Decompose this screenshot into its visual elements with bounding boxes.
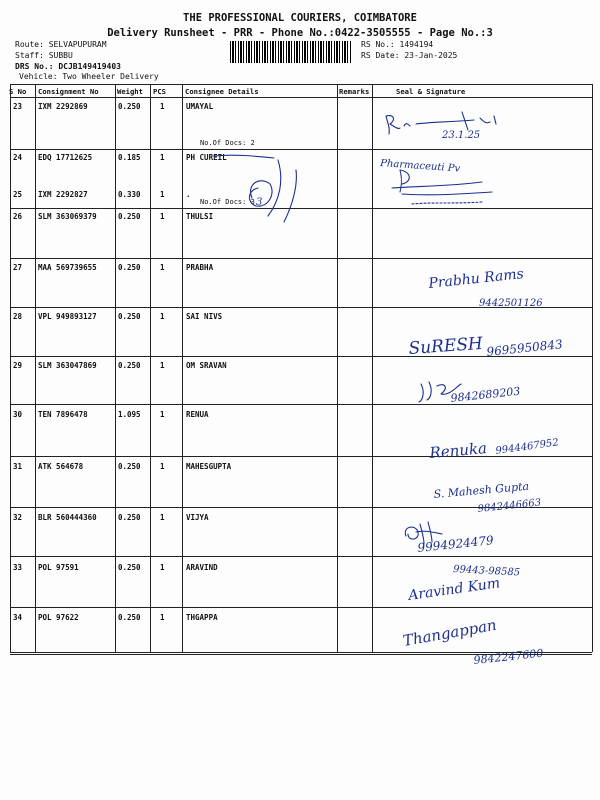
sig23-date: 23.1.25 [442, 130, 481, 141]
cell-weight: 0.250 [118, 361, 141, 370]
cell-weight: 0.250 [118, 312, 141, 321]
column-divider [115, 84, 116, 652]
signature-row-31 [430, 474, 600, 518]
cell-pcs: 1 [160, 190, 165, 199]
cell-weight: 0.250 [118, 212, 141, 221]
signature-row-29 [415, 372, 585, 412]
cell-pcs: 1 [160, 513, 165, 522]
cell-sno: 31 [13, 462, 23, 471]
cell-weight: 0.250 [118, 513, 141, 522]
column-divider [337, 84, 338, 652]
cell-consignment: TEN 7896478 [38, 410, 88, 419]
cell-consignment: MAA 569739655 [38, 263, 97, 272]
cell-consignment: BLR 560444360 [38, 513, 97, 522]
docs-count-handwritten: 3 [256, 197, 263, 208]
handwritten-scribble-row-24 [184, 150, 324, 230]
cell-pcs: 1 [160, 613, 165, 622]
cell-consignee: THGAPPA [186, 613, 218, 622]
cell-weight: 0.250 [118, 613, 141, 622]
sig32-phone: 9994924479 [416, 533, 495, 555]
col-sno: S No [9, 87, 27, 96]
cell-consignee: MAHESGUPTA [186, 462, 232, 471]
cell-consignee: THULSI [186, 212, 214, 221]
stamp-row-24 [372, 152, 512, 212]
stamp24-text: Pharmaceuti Pv [379, 158, 461, 175]
vehicle-label: Vehicle: Two Wheeler Delivery [19, 72, 159, 81]
col-consignee: Consignee Details [185, 87, 259, 96]
col-remarks: Remarks [339, 87, 370, 96]
cell-pcs: 1 [160, 361, 165, 370]
cell-sno: 29 [13, 361, 23, 370]
cell-consignment: POL 97622 [38, 613, 79, 622]
cell-sno: 33 [13, 563, 23, 572]
cell-consignment: EDQ 17712625 [38, 153, 93, 162]
cell-sno: 30 [13, 410, 23, 419]
cell-sno: 25 [13, 190, 23, 199]
runsheet-subtitle: Delivery Runsheet - PRR - Phone No.:0422-3505555 - Page No.:3 [107, 27, 493, 39]
sig27-phone: 9442501126 [479, 298, 543, 309]
column-divider [35, 84, 36, 652]
cell-consignee: UMAYAL [186, 102, 214, 111]
cell-sno: 32 [13, 513, 23, 522]
signature-row-34 [398, 612, 588, 672]
cell-pcs: 1 [160, 563, 165, 572]
row-divider [10, 258, 592, 259]
sig34-phone: 9842247600 [472, 646, 544, 667]
cell-consignee: ARAVIND [186, 563, 218, 572]
column-divider [10, 84, 11, 652]
signature-row-32 [398, 518, 558, 560]
cell-weight: 0.250 [118, 263, 141, 272]
drs-number: DRS No.: DCJB149419403 [15, 62, 121, 71]
cell-consignee: VIJYA [186, 513, 209, 522]
cell-pcs: 1 [160, 212, 165, 221]
sig31-phone: 9842446663 [477, 497, 542, 515]
rs-date: RS Date: 23-Jan-2025 [361, 51, 458, 60]
cell-weight: 0.250 [118, 462, 141, 471]
sig29-phone: 9842689203 [449, 384, 521, 405]
cell-weight: 1.095 [118, 410, 141, 419]
cell-pcs: 1 [160, 462, 165, 471]
cell-consignee: OM SRAVAN [186, 361, 227, 370]
sig31-name: S. Mahesh Gupta [433, 479, 530, 501]
signature-row-23 [380, 108, 510, 144]
cell-weight: 0.330 [118, 190, 141, 199]
col-consignment: Consignment No [38, 87, 99, 96]
column-divider [592, 84, 593, 652]
col-pcs: PCS [153, 87, 166, 96]
header-bottom-border [10, 97, 592, 98]
staff-label: Staff: SUBBU [15, 51, 73, 60]
cell-sno: 28 [13, 312, 23, 321]
cell-consignment: SLM 363047869 [38, 361, 97, 370]
sig33-phone: 99443-98585 [452, 564, 521, 579]
cell-weight: 0.185 [118, 153, 141, 162]
cell-sno: 34 [13, 613, 23, 622]
sig28-phone: 9695950843 [485, 337, 564, 359]
cell-consignee: . [186, 190, 191, 199]
cell-consignment: IXM 2292869 [38, 102, 88, 111]
cell-sno: 26 [13, 212, 23, 221]
cell-consignee: PRABHA [186, 263, 214, 272]
cell-consignment: IXM 2292827 [38, 190, 88, 199]
route-label: Route: SELVAPUPURAM [15, 40, 107, 49]
cell-pcs: 1 [160, 312, 165, 321]
cell-pcs: 1 [160, 263, 165, 272]
table-top-border [10, 84, 592, 85]
column-divider [150, 84, 151, 652]
sig30-phone: 9944467952 [494, 437, 560, 457]
signature-row-27 [425, 268, 575, 314]
rs-number: RS No.: 1494194 [361, 40, 434, 49]
cell-consignee: PH CUREIL [186, 153, 227, 162]
cell-consignment: ATK 564678 [38, 462, 84, 471]
sig28-name: SuRESH [407, 333, 484, 359]
cell-consignee: SAI NIVS [186, 312, 223, 321]
cell-consignment: VPL 949893127 [38, 312, 97, 321]
docs-count-note: No.Of Docs: 3 [200, 198, 255, 206]
cell-weight: 0.250 [118, 102, 141, 111]
cell-consignment: SLM 363069379 [38, 212, 97, 221]
col-weight: Weight [117, 87, 143, 96]
cell-pcs: 1 [160, 153, 165, 162]
cell-pcs: 1 [160, 102, 165, 111]
column-divider [182, 84, 183, 652]
cell-consignment: POL 97591 [38, 563, 79, 572]
company-name: THE PROFESSIONAL COURIERS, COIMBATORE [183, 12, 417, 24]
signature-row-28 [405, 320, 585, 368]
cell-weight: 0.250 [118, 563, 141, 572]
cell-sno: 24 [13, 153, 23, 162]
cell-sno: 27 [13, 263, 23, 272]
docs-count-note: No.Of Docs: 2 [200, 139, 255, 147]
cell-consignee: RENUA [186, 410, 209, 419]
sig34-name: Thangappan [401, 615, 498, 650]
sig30-name: Renuka [428, 439, 488, 462]
signature-row-30 [428, 428, 598, 472]
cell-sno: 23 [13, 102, 23, 111]
barcode [230, 41, 352, 63]
cell-pcs: 1 [160, 410, 165, 419]
sig33-name: Aravind Kum [407, 575, 502, 604]
sig27-name: Prabhu Rams [427, 266, 525, 292]
signature-row-33 [405, 560, 575, 612]
col-seal-signature: Seal & Signature [396, 87, 466, 96]
